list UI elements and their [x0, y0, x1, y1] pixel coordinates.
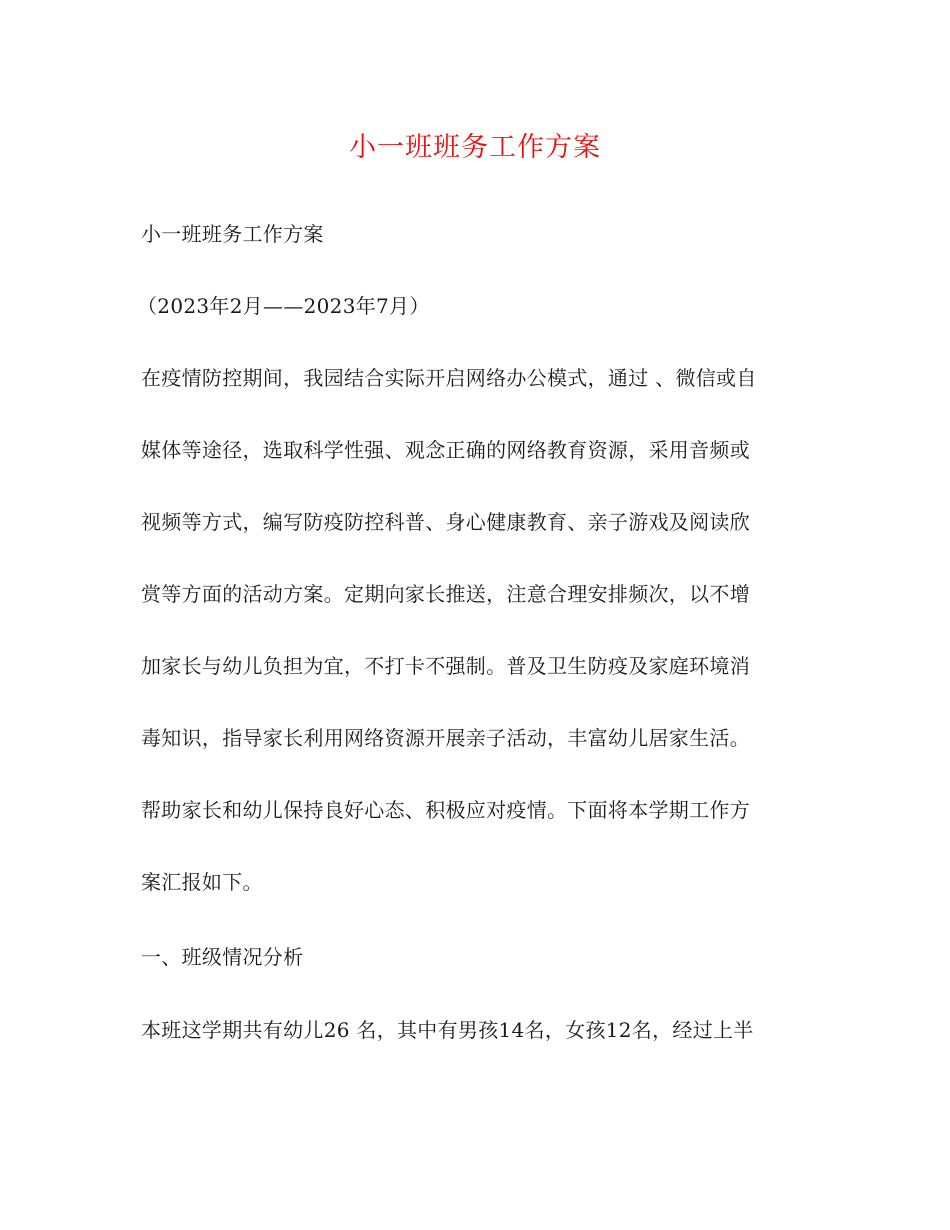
intro-line-4: 赏等方面的活动方案。定期向家长推送，注意合理安排频次，以不增 [141, 582, 750, 606]
document-title: 小一班班务工作方案 [349, 132, 601, 163]
intro-line-2: 媒体等途径，选取科学性强、观念正确的网络教育资源，采用音频或 [141, 438, 750, 462]
subtitle: 小一班班务工作方案 [141, 222, 324, 246]
intro-line-3: 视频等方式，编写防疫防控科普、身心健康教育、亲子游戏及阅读欣 [141, 510, 750, 534]
period-text: （2023年2月——2023年7月） [137, 294, 430, 318]
intro-line-5: 加家长与幼儿负担为宜，不打卡不强制。普及卫生防疫及家庭环境消 [141, 654, 750, 678]
intro-line-1: 在疫情防控期间，我园结合实际开启网络办公模式，通过 、微信或自 [141, 366, 757, 390]
intro-line-6: 毒知识，指导家长利用网络资源开展亲子活动，丰富幼儿居家生活。 [141, 726, 750, 750]
section-heading: 一、班级情况分析 [141, 945, 304, 969]
section1-line-1: 本班这学期共有幼儿26 名，其中有男孩14名，女孩12名，经过上半 [141, 1018, 754, 1042]
intro-line-8: 案汇报如下。 [141, 870, 263, 894]
intro-line-7: 帮助家长和幼儿保持良好心态、积极应对疫情。下面将本学期工作方 [141, 798, 750, 822]
